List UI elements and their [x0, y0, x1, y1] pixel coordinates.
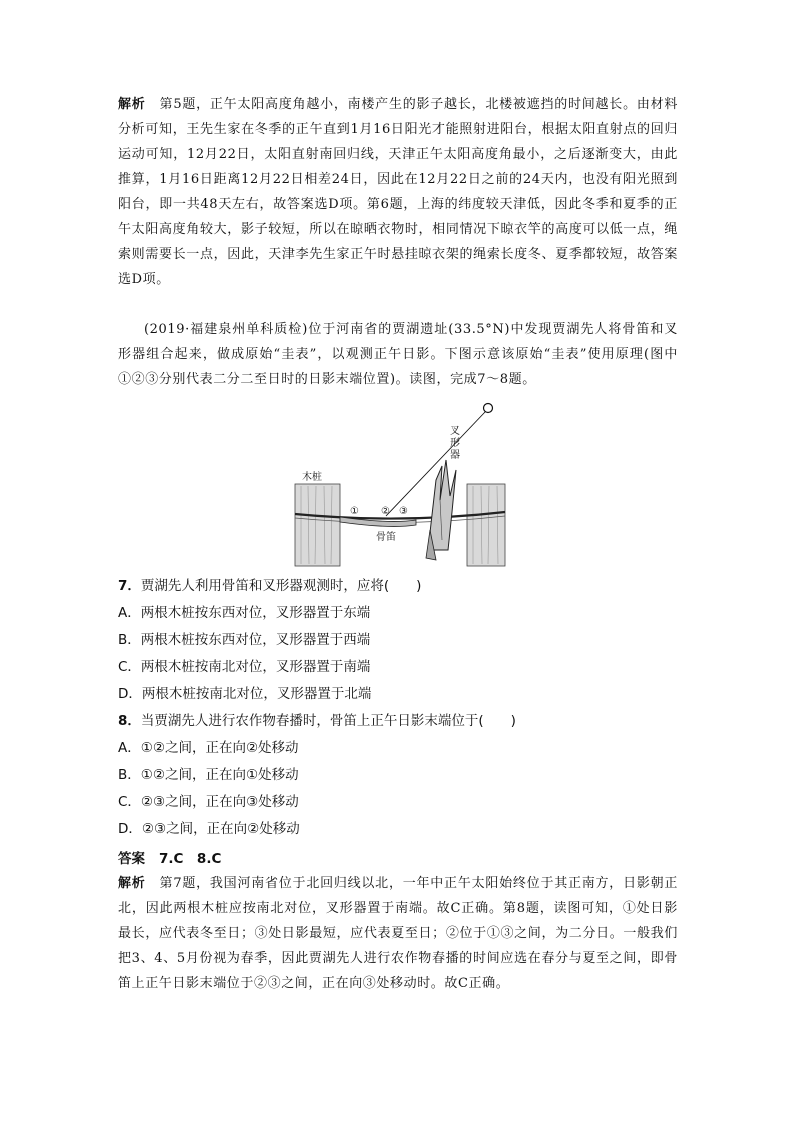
gnomon-figure [290, 400, 520, 570]
right-post [467, 484, 505, 566]
left-post [295, 484, 340, 566]
q7-option-a: A．两根木桩按东西对位，叉形器置于东端 [118, 605, 371, 621]
analysis-5-6 [118, 92, 678, 292]
question-8 [118, 711, 678, 731]
label-flute: 骨笛 [376, 532, 396, 543]
q8-option-b: B．①②之间，正在向①处移动 [118, 767, 299, 783]
answer-line [118, 847, 221, 867]
question-7 [118, 576, 678, 596]
label-fork-3: 器 [450, 450, 460, 461]
question-intro: (2019·福建泉州单科质检)位于河南省的贾湖遗址(33.5°N)中发现贾湖先人将骨笛和叉形器组合起来，做成原始“圭表”，以观测正午日影。下图示意该原始“圭表”使用原理(图中①②③分别代表二分二至日时的日影末端位置)。读图，完成7～8题。 [118, 322, 678, 387]
answer-label: 答案 [118, 851, 145, 867]
marker-1: ① [350, 506, 359, 517]
label-fork-1: 叉 [450, 426, 460, 437]
gnomon-diagram [290, 400, 520, 570]
analysis-7-8 [118, 871, 678, 996]
answer-value: 7.C 8.C [159, 851, 222, 867]
analysis-text-2: 第7题，我国河南省位于北回归线以北，一年中正午太阳始终位于其正南方，日影朝正北，因此两根木桩应按南北对位，叉形器置于南端。故C正确。第8题，读图可知，①处日影最长，应代表冬至日；③处日影最短，应代表夏至日；②位于①③之间，为二分日。一般我们把3、4、5月份视为春季，因此贾湖先人进行农作物春播的时间应选在春分与夏至之间，即骨笛上正午日影末端位于②③之间，正在向③处移动时。故C正确。 [118, 876, 678, 991]
sun-icon [484, 404, 493, 413]
q8-option-d: D．②③之间，正在向②处移动 [118, 821, 300, 837]
marker-2: ② [381, 506, 390, 517]
question-8-stem: 8．当贾湖先人进行农作物春播时，骨笛上正午日影末端位于( ) [118, 713, 516, 729]
marker-3: ③ [399, 506, 408, 517]
q7-option-c: C．两根木桩按南北对位，叉形器置于南端 [118, 659, 371, 675]
label-fork-2: 形 [450, 438, 460, 449]
q8-option-c: C．②③之间，正在向③处移动 [118, 794, 299, 810]
q7-option-b: B．两根木桩按东西对位，叉形器置于西端 [118, 632, 371, 648]
analysis-label: 解析 [118, 97, 146, 112]
analysis-label-2: 解析 [118, 876, 146, 891]
q7-option-d: D．两根木桩按南北对位，叉形器置于北端 [118, 686, 372, 702]
question-7-stem: 7．贾湖先人利用骨笛和叉形器观测时，应将( ) [118, 578, 422, 594]
analysis-text: 第5题，正午太阳高度角越小，南楼产生的影子越长，北楼被遮挡的时间越长。由材料分析可知，王先生家在冬季的正午直到1月16日阳光才能照射进阳台，根据太阳直射点的回归运动可知，12月22日，太阳直射南回归线，天津正午太阳高度角最小，之后逐渐变大，由此推算，1月16日距离12月22日相差24日，因此在12月22日之前的24天内，也没有阳光照到阳台，即一共48天左右，故答案选D项。第6题，上海的纬度较天津低，因此冬季和夏季的正午太阳高度角较大，影子较短，所以在晾晒衣物时，相同情况下晾衣竿的高度可以低一点，绳索则需要长一点，因此，天津李先生家正午时悬挂晾衣架的绳索长度冬、夏季都较短，故答案选D项。 [118, 97, 678, 287]
label-post: 木桩 [302, 472, 322, 483]
q8-option-a: A．①②之间，正在向②处移动 [118, 740, 299, 756]
